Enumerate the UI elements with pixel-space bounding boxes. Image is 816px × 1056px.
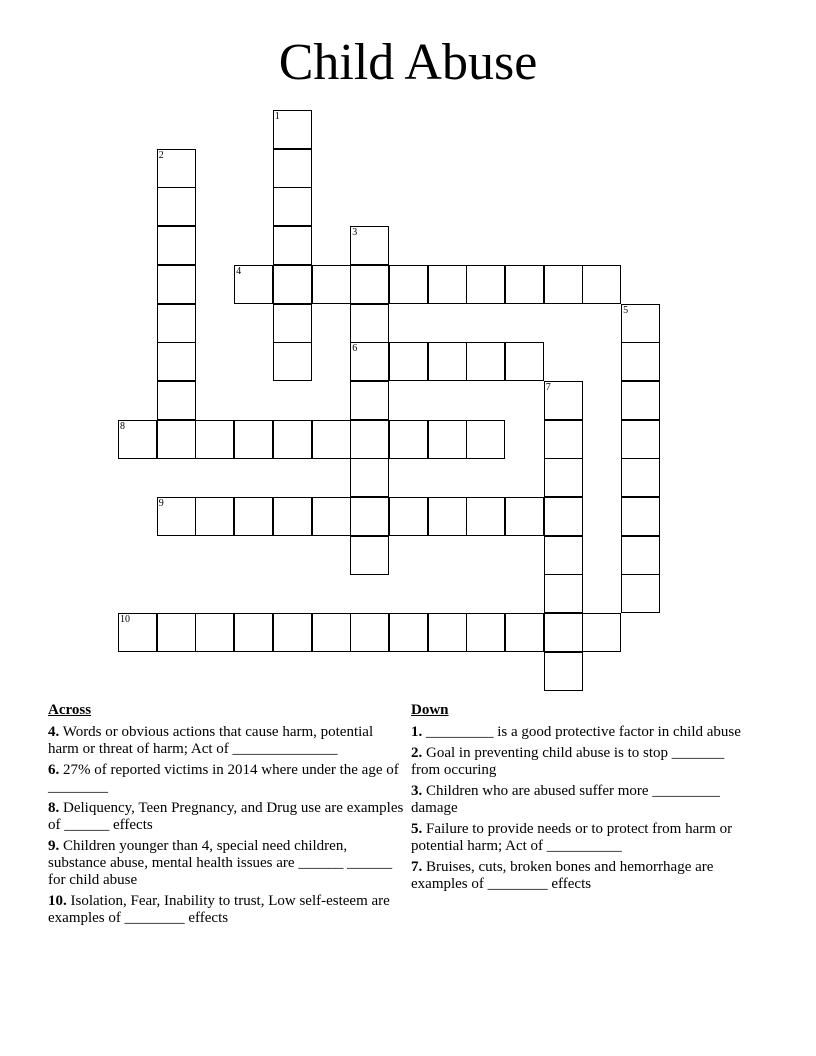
grid-cell[interactable] xyxy=(621,420,660,459)
grid-cell[interactable] xyxy=(582,265,621,304)
grid-cell[interactable] xyxy=(273,420,312,459)
grid-cell[interactable] xyxy=(157,497,196,536)
grid-cell[interactable] xyxy=(350,497,389,536)
grid-cell[interactable] xyxy=(157,187,196,226)
grid-cell[interactable] xyxy=(273,497,312,536)
grid-cell[interactable] xyxy=(157,342,196,381)
grid-cell[interactable] xyxy=(389,420,428,459)
grid-cell[interactable] xyxy=(621,458,660,497)
down-clue-3: 3. Children who are abused suffer more _________ damage xyxy=(411,783,720,816)
grid-cell[interactable] xyxy=(389,265,428,304)
grid-cell[interactable] xyxy=(621,304,660,343)
down-clue-2: 2. Goal in preventing child abuse is to stop _______ from occuring xyxy=(411,745,725,778)
grid-cell[interactable] xyxy=(195,420,234,459)
grid-cell[interactable] xyxy=(350,304,389,343)
grid-cell[interactable] xyxy=(544,536,583,575)
clue-number-label: 3 xyxy=(352,227,358,239)
grid-cell[interactable] xyxy=(582,613,621,652)
grid-cell[interactable] xyxy=(234,497,273,536)
clue-number-label: 9 xyxy=(158,498,164,509)
grid-cell[interactable] xyxy=(544,613,583,652)
across-clue-8: 8. Deliquency, Teen Pregnancy, and Drug use are examples of ______ effects xyxy=(48,800,404,833)
grid-cell[interactable] xyxy=(273,187,312,226)
across-clue-10: 10. Isolation, Fear, Inability to trust, Low self-esteem are examples of ________ effects xyxy=(48,893,390,926)
grid-cell[interactable] xyxy=(621,342,660,381)
down-clue-5: 5. Failure to provide needs or to protect from harm or potential harm; Act of __________ xyxy=(411,821,733,854)
grid-cell[interactable] xyxy=(544,497,583,536)
grid-cell[interactable] xyxy=(157,226,196,265)
grid-cell[interactable] xyxy=(273,342,312,381)
grid-cell[interactable] xyxy=(273,110,312,149)
grid-cell[interactable] xyxy=(350,226,389,265)
grid-cell[interactable] xyxy=(389,613,428,652)
grid-cell[interactable] xyxy=(273,226,312,265)
grid-cell[interactable] xyxy=(157,613,196,652)
grid-cell[interactable] xyxy=(350,420,389,459)
down-heading: Down xyxy=(411,702,449,718)
across-clue-4: 4. Words or obvious actions that cause harm, potential harm or threat of harm; Act of ______________ xyxy=(48,724,374,757)
grid-cell[interactable] xyxy=(350,342,389,381)
grid-cell[interactable] xyxy=(234,613,273,652)
grid-cell[interactable] xyxy=(350,613,389,652)
down-clues xyxy=(411,700,751,897)
grid-cell[interactable] xyxy=(389,342,428,381)
grid-cell[interactable] xyxy=(428,342,467,381)
clue-number-label: 7 xyxy=(545,381,551,393)
down-clue-1: 1. _________ is a good protective factor in child abuse xyxy=(411,724,741,740)
clue-number-label: 4 xyxy=(236,265,242,277)
grid-cell[interactable] xyxy=(428,420,467,459)
grid-cell[interactable] xyxy=(157,265,196,304)
grid-cell[interactable] xyxy=(195,613,234,652)
across-clues xyxy=(48,700,404,931)
grid-cell[interactable] xyxy=(544,574,583,613)
grid-cell[interactable] xyxy=(621,574,660,613)
clue-number-label: 8 xyxy=(120,420,125,432)
clue-number-label: 1 xyxy=(274,111,280,122)
grid-cell[interactable] xyxy=(544,420,583,459)
grid-cell[interactable] xyxy=(350,381,389,420)
grid-cell[interactable] xyxy=(350,536,389,575)
grid-cell[interactable] xyxy=(312,265,351,304)
puzzle-title: Child Abuse xyxy=(278,34,538,91)
grid-cell[interactable] xyxy=(157,420,196,459)
clue-number-label: 6 xyxy=(352,343,358,355)
across-clue-9: 9. Children younger than 4, special need children, substance abuse, mental health issues are ______ ______ for child abuse xyxy=(48,838,393,888)
grid-cell[interactable] xyxy=(466,420,505,459)
grid-cell[interactable] xyxy=(157,304,196,343)
grid-cell[interactable] xyxy=(505,613,544,652)
grid-cell[interactable] xyxy=(505,342,544,381)
clue-number-label: 2 xyxy=(158,149,164,161)
grid-cell[interactable] xyxy=(466,497,505,536)
grid-cell[interactable] xyxy=(273,304,312,343)
grid-cell[interactable] xyxy=(312,420,351,459)
grid-cell[interactable] xyxy=(544,381,583,420)
across-clue-6: 6. 27% of reported victims in 2014 where under the age of ________ xyxy=(48,762,399,795)
grid-cell[interactable] xyxy=(234,420,273,459)
grid-cell[interactable] xyxy=(544,652,583,691)
grid-cell[interactable] xyxy=(273,265,312,304)
grid-cell[interactable] xyxy=(428,497,467,536)
grid-cell[interactable] xyxy=(273,149,312,188)
grid-cell[interactable] xyxy=(350,265,389,304)
grid-cell[interactable] xyxy=(195,497,234,536)
grid-cell[interactable] xyxy=(621,497,660,536)
grid-cell[interactable] xyxy=(312,497,351,536)
grid-cell[interactable] xyxy=(118,613,157,652)
grid-cell[interactable] xyxy=(312,613,351,652)
grid-cell[interactable] xyxy=(389,497,428,536)
grid-cell[interactable] xyxy=(544,265,583,304)
grid-cell[interactable] xyxy=(350,458,389,497)
clue-number-label: 5 xyxy=(623,304,629,316)
grid-cell[interactable] xyxy=(466,265,505,304)
across-heading: Across xyxy=(48,702,92,718)
grid-cell[interactable] xyxy=(428,613,467,652)
grid-cell[interactable] xyxy=(118,420,157,459)
grid-cell[interactable] xyxy=(428,265,467,304)
grid-cell[interactable] xyxy=(544,458,583,497)
grid-cell[interactable] xyxy=(466,613,505,652)
grid-cell[interactable] xyxy=(621,536,660,575)
grid-cell[interactable] xyxy=(234,265,273,304)
grid-cell[interactable] xyxy=(157,381,196,420)
grid-cell[interactable] xyxy=(466,342,505,381)
down-clue-7: 7. Bruises, cuts, broken bones and hemorrhage are examples of ________ effects xyxy=(411,859,714,892)
grid-cell[interactable] xyxy=(273,613,312,652)
grid-cell[interactable] xyxy=(621,381,660,420)
clue-number-label: 10 xyxy=(120,614,130,626)
grid-cell[interactable] xyxy=(505,265,544,304)
grid-cell[interactable] xyxy=(157,149,196,188)
grid-cell[interactable] xyxy=(505,497,544,536)
